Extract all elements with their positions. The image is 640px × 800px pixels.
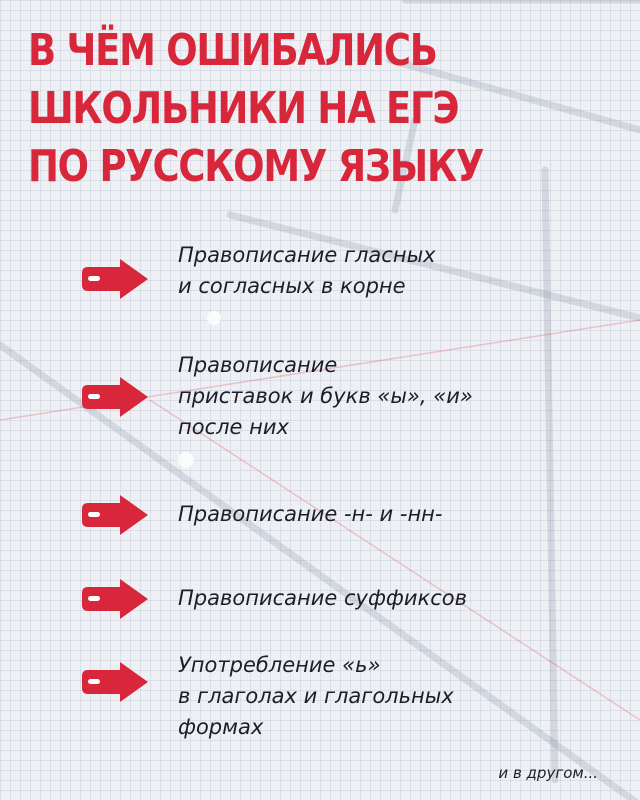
list-item-text [178, 499, 442, 530]
list-item-line: Правописание гласных [178, 243, 436, 267]
page-title [28, 22, 483, 196]
list-item-line: приставок и букв «ы», «и» [178, 384, 473, 408]
list-item-text [178, 583, 467, 614]
list-item-line: Употребление «ь» [178, 653, 381, 677]
list-item-line: и согласных в корне [178, 274, 406, 298]
arrow-right-icon [78, 658, 156, 706]
title-line: ШКОЛЬНИКИ НА ЕГЭ [28, 83, 459, 134]
arrow-right-icon [78, 575, 156, 623]
list-item-line: Правописание суффиксов [178, 586, 467, 610]
list-item-line: Правописание [178, 353, 338, 377]
arrow-right-icon [78, 491, 156, 539]
list-item-line: в глаголах и глагольных [178, 684, 454, 708]
list-item-line: формах [178, 715, 264, 739]
title-line: ПО РУССКОМУ ЯЗЫКУ [28, 141, 484, 192]
list-item-line: после них [178, 415, 289, 439]
title-line: В ЧЁМ ОШИБАЛИСЬ [28, 25, 437, 76]
list-item-text [178, 350, 473, 443]
list-item-line: Правописание -н- и -нн- [178, 502, 443, 526]
footer-note: и в другом... [498, 764, 598, 782]
list-item-text [178, 650, 454, 743]
arrow-right-icon [78, 255, 156, 303]
list-item-text [178, 240, 436, 302]
arrow-right-icon [78, 373, 156, 421]
